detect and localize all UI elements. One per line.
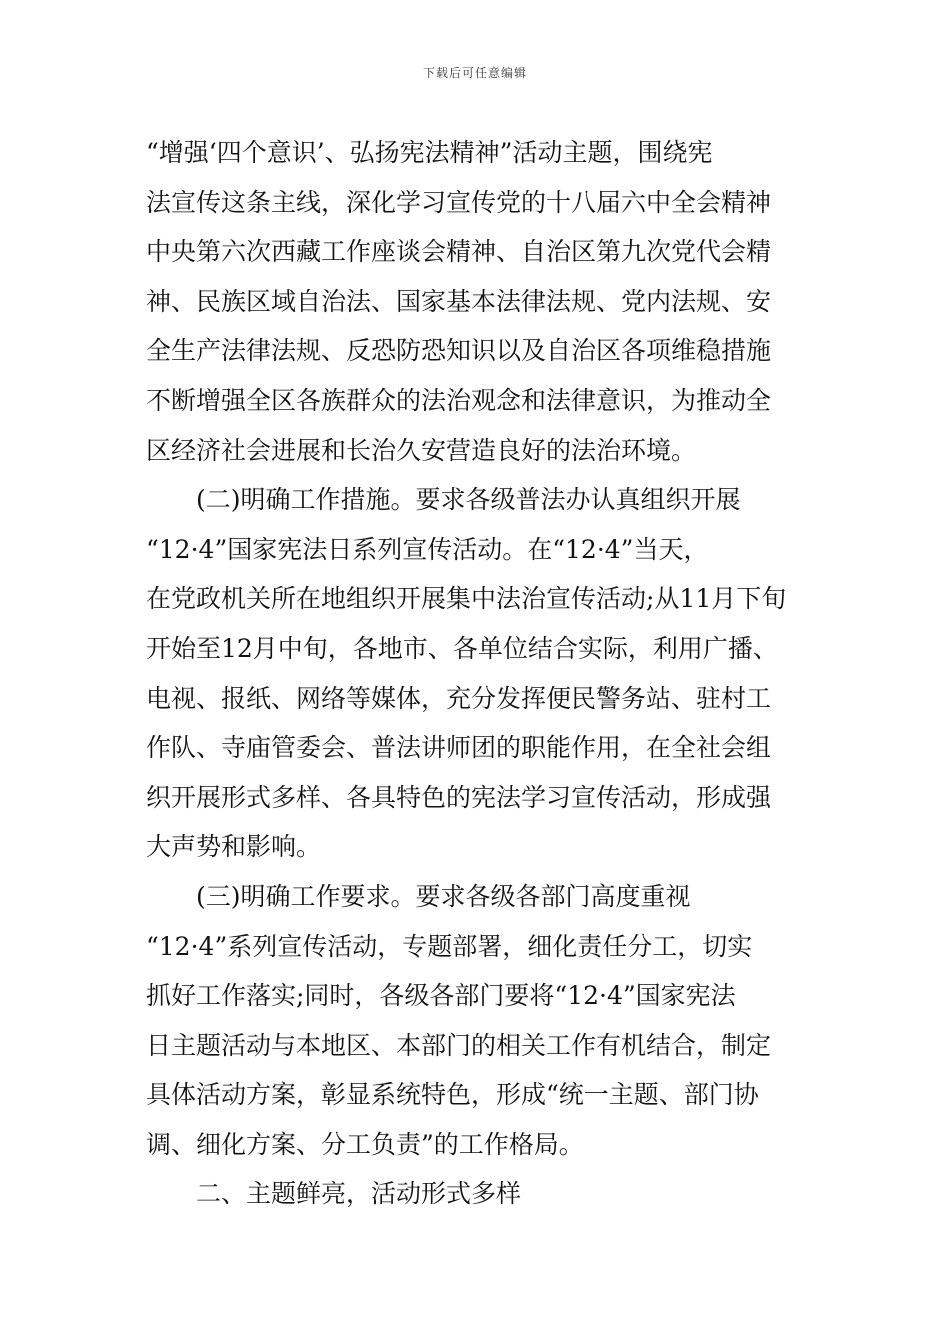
text-line-2: 法宣传这条主线，深化学习宣传党的十八届六中全会精神: [146, 187, 772, 217]
page-header: 下载后可任意编辑: [422, 66, 527, 80]
text-line-18: 抓好工作落实;同时，各级各部门要将“12·4”国家宪法: [146, 981, 736, 1011]
text-line-12: 电视、报纸、网络等媒体，充分发挥便民警务站、驻村工: [146, 683, 772, 713]
text-line-13: 作队、寺庙管委会、普法讲师团的职能作用，在全社会组: [146, 733, 772, 763]
section-heading: 二、主题鲜亮，活动形式多样: [196, 1179, 522, 1209]
text-line-6: 不断增强全区各族群众的法治观念和法律意识，为推动全: [146, 385, 772, 415]
text-line-7: 区经济社会进展和长治久安营造良好的法治环境。: [146, 435, 697, 465]
text-line-11: 开始至12月中旬，各地市、各单位结合实际，利用广播、: [146, 633, 778, 663]
text-line-14: 织开展形式多样、各具特色的宪法学习宣传活动，形成强: [146, 782, 772, 812]
text-line-16: (三)明确工作要求。要求各级各部门高度重视: [196, 881, 691, 911]
text-line-19: 日主题活动与本地区、本部门的相关工作有机结合，制定: [146, 1030, 772, 1060]
text-line-15: 大声势和影响。: [146, 832, 322, 862]
text-line-4: 神、民族区域自治法、国家基本法律法规、党内法规、安: [146, 286, 772, 316]
text-line-10: 在党政机关所在地组织开展集中法治宣传活动;从11月下旬: [146, 584, 787, 614]
text-line-17: “12·4”系列宣传活动，专题部署，细化责任分工，切实: [146, 931, 753, 961]
text-line-9: “12·4”国家宪法日系列宣传活动。在“12·4”当天，: [146, 534, 709, 564]
text-line-3: 中央第六次西藏工作座谈会精神、自治区第九次党代会精: [146, 237, 772, 267]
body-text: [146, 128, 806, 1219]
text-line-21: 调、细化方案、分工负责”的工作格局。: [146, 1129, 584, 1159]
text-line-20: 具体活动方案，彰显系统特色，形成“统一主题、部门协: [146, 1080, 759, 1110]
text-line-1: “增强‘四个意识’、弘扬宪法精神”活动主题，围绕宪: [146, 138, 713, 167]
text-line-8: (二)明确工作措施。要求各级普法办认真组织开展: [196, 485, 741, 515]
text-line-5: 全生产法律法规、反恐防恐知识以及自治区各项维稳措施: [146, 336, 772, 366]
